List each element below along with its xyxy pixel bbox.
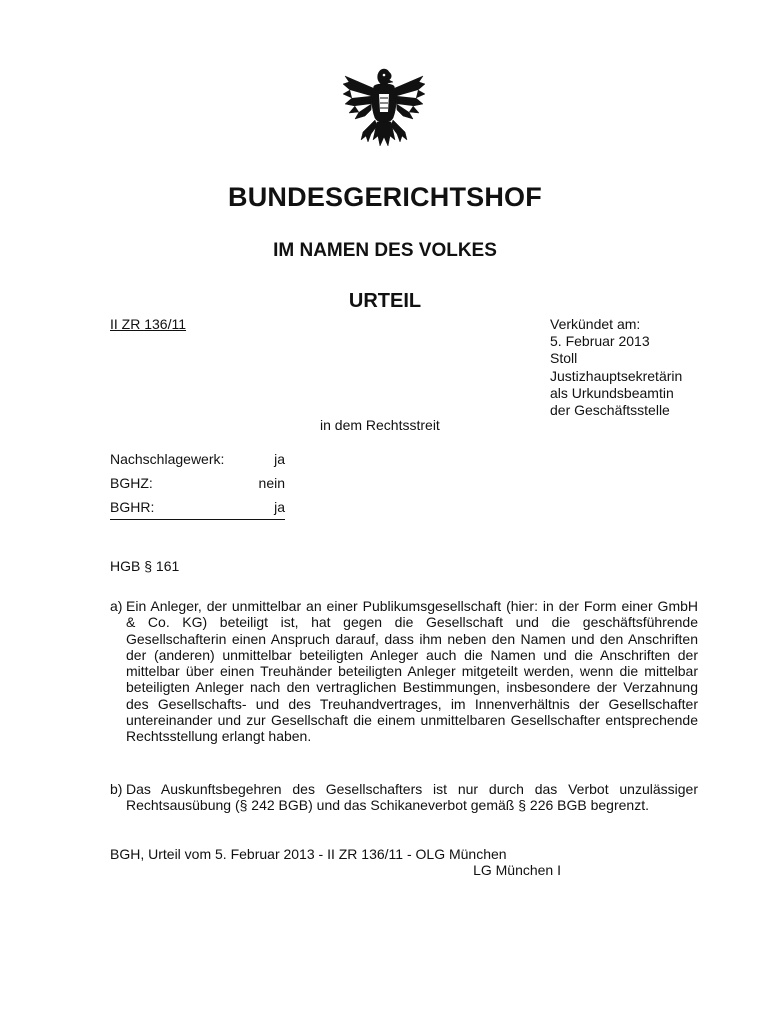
clerk-role-2: als Urkundsbeamtin <box>550 384 674 401</box>
leitsatz-b-text: Das Auskunftsbegehren des Gesellschafters ist nur durch das Verbot unzulässiger Rechtsausübung (§ 242 BGB) und das Schikaneverbot gemäß § 226 BGB begrenzt. <box>126 781 698 814</box>
leitsatz-a-label: a) <box>110 598 123 614</box>
leitsatz-b-label: b) <box>110 781 123 797</box>
verkuendung-block <box>550 316 682 419</box>
nachschlage-label: BGHZ: <box>110 475 153 491</box>
nachschlage-row <box>110 475 285 499</box>
document-type: URTEIL <box>348 290 422 312</box>
nachschlage-row <box>110 451 285 475</box>
leitsatz-a-text: Ein Anleger, der unmittelbar an einer Publikumsgesellschaft (hier: in der Form einer GmbH & Co. KG) beteiligt ist, hat gegen die Gesellschaft und die geschäftsführende Gesellschafterin einen Anspruch darauf, dass ihm neben den Namen und den Anschriften der (anderen) unmittelbar beteiligten Anleger auch die Namen und die Anschriften der mittelbar über einen Treuhänder beteiligten Anleger mitgeteilt werden, wenn die mittelbar beteiligten Anleger nach den vertraglichen Bestimmungen, insbesondere der Verzahnung des Gesellschafts- und des Treuhandvertrages, im Innenverhältnis der Gesellschafter untereinander und zur Gesellschaft die einem unmittelbaren Gesellschafter entsprechende Rechtsstellung erlangt haben. <box>126 598 698 745</box>
clerk-role-3: der Geschäftsstelle <box>550 402 670 419</box>
nachschlage-table <box>110 451 285 520</box>
citation-line-2: LG München I <box>473 862 561 878</box>
aktenzeichen: II ZR 136/11 <box>110 316 187 332</box>
court-title: BUNDESGERICHTSHOF <box>228 182 542 212</box>
nachschlage-label: Nachschlagewerk: <box>110 451 225 467</box>
clerk-name: Stoll <box>550 350 578 367</box>
nachschlage-label: BGHR: <box>110 499 155 515</box>
nachschlage-row <box>110 499 285 520</box>
norm-reference: HGB § 161 <box>110 558 180 574</box>
nachschlage-value: ja <box>274 499 285 515</box>
im-namen-des-volkes: IM NAMEN DES VOLKES <box>273 240 497 261</box>
verkuendet-label: Verkündet am: <box>550 316 641 332</box>
nachschlage-value: nein <box>258 475 285 491</box>
leitsatz-a <box>110 598 698 745</box>
federal-eagle-icon <box>341 66 427 154</box>
citation-line-1: BGH, Urteil vom 5. Februar 2013 - II ZR 136/11 - OLG München <box>110 846 507 862</box>
rechtsstreit-label: in dem Rechtsstreit <box>320 417 440 433</box>
clerk-role-1: Justizhauptsekretärin <box>550 367 683 384</box>
nachschlage-value: ja <box>274 451 285 467</box>
leitsatz-b <box>110 781 698 814</box>
verkuendung-date: 5. Februar 2013 <box>550 333 650 350</box>
